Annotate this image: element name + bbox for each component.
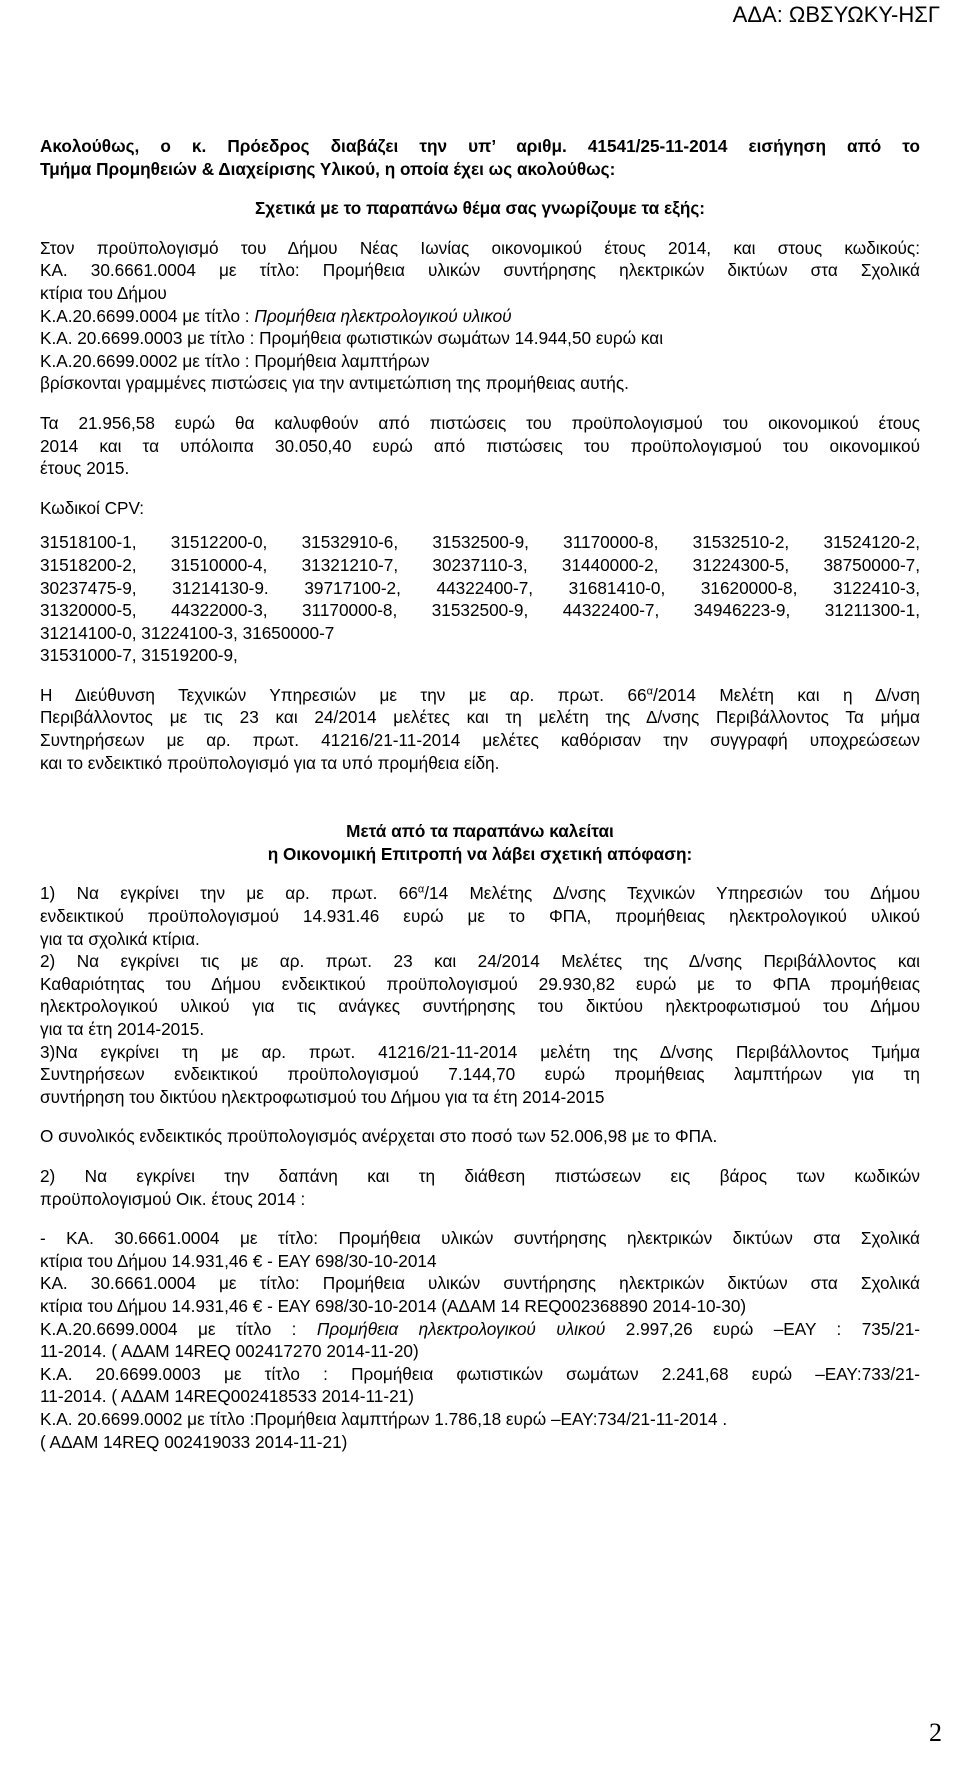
- budget-line: ΚΑ. 30.6661.0004 με τίτλο: Προμήθεια υλικών συντήρησης ηλεκτρικών δικτύων στα Σχολικά: [40, 260, 920, 281]
- cpv-line: 30237475-9, 31214130-9. 39717100-2, 44322400-7, 31681410-0, 31620000-8, 3122410-3,: [40, 577, 920, 598]
- page-number: 2: [929, 1718, 942, 1747]
- item-line: 1) Να εγκρίνει την με αρ. πρωτ. $66^\alpha/14$ Μελέτης Δ/νσης Τεχνικών Υπηρεσιών του Δήμου: [40, 883, 920, 904]
- total-budget: Ο συνολικός ενδεικτικός προϋπολογισμός ανέρχεται στο ποσό των 52.006,98 με το ΦΠΑ.: [40, 1126, 718, 1147]
- intro-paragraph: [40, 135, 920, 180]
- codes-list: [40, 1227, 920, 1453]
- amounts-line: 2014 και τα υπόλοιπα 30.050,40 ευρώ από πιστώσεις του προϋπολογισμού του οικονομικού: [40, 435, 920, 456]
- amounts-paragraph: [40, 412, 920, 480]
- cpv-line: 31518200-2, 31510000-4, 31321210-7, 30237110-3, 31440000-2, 31224300-5, 38750000-7,: [40, 554, 920, 575]
- item-line: Καθαριότητας του Δήμου ενδεικτικού προϋπολογισμού 29.930,82 ευρώ με το ΦΠΑ προμήθειας: [40, 973, 920, 994]
- item-2: [40, 950, 920, 1040]
- directorate-paragraph: [40, 684, 920, 774]
- budget-line: [40, 305, 920, 328]
- code-line: - ΚΑ. 30.6661.0004 με τίτλο: Προμήθεια υλικών συντήρησης ηλεκτρικών δικτύων στα Σχολικά: [40, 1228, 920, 1249]
- cpv-line: 31518100-1, 31512200-0, 31532910-6, 31532500-9, 31170000-8, 31532510-2, 31524120-2,: [40, 532, 920, 553]
- cpv-line: 31320000-5, 44322000-3, 31170000-8, 31532500-9, 44322400-7, 34946223-9, 31211300-1,: [40, 600, 920, 621]
- cpv-list: [40, 531, 920, 667]
- code-line: 11-2014. ( ΑΔΑΜ 14REQ 002417270 2014-11-20): [40, 1341, 419, 1362]
- code-line: 11-2014. ( ΑΔΑΜ 14REQ002418533 2014-11-21): [40, 1386, 414, 1407]
- item-3: [40, 1041, 920, 1109]
- budget-line: κτίρια του Δήμου: [40, 282, 167, 303]
- cpv-line: 31214100-0, 31224100-3, 31650000-7: [40, 622, 335, 643]
- item-1: [40, 882, 920, 950]
- intro-line: Ακολούθως, ο κ. Πρόεδρος διαβάζει την υπ’ αριθμ. 41541/25-11-2014 εισήγηση από το: [40, 136, 920, 156]
- item-line: για τα έτη 2014-2015.: [40, 1019, 205, 1039]
- code-line: ΚΑ. 30.6661.0004 με τίτλο: Προμήθεια υλικών συντήρησης ηλεκτρικών δικτύων στα Σχολικά: [40, 1273, 920, 1294]
- item-line: για τα σχολικά κτίρια.: [40, 928, 200, 949]
- code-title: Προμήθεια ηλεκτρολογικού υλικού: [254, 305, 512, 326]
- budget-line: βρίσκονται γραμμένες πιστώσεις για την αντιμετώπιση της προμήθειας αυτής.: [40, 373, 629, 394]
- call-heading: Μετά από τα παραπάνω καλείται η Οικονομική Επιτροπή να λάβει σχετική απόφαση:: [267, 821, 693, 864]
- code-line: κτίρια του Δήμου 14.931,46 € - ΕΑΥ 698/30-10-2014: [40, 1250, 437, 1271]
- code-line: Κ.Α. 20.6699.0003 με τίτλο : Προμήθεια φωτιστικών σωμάτων 2.241,68 ευρώ –ΕΑΥ:733/21-: [40, 1363, 920, 1384]
- commit-line: 2) Να εγκρίνει την δαπάνη και τη διάθεση πιστώσεων εις βάρος των κωδικών: [40, 1165, 920, 1186]
- item-line: ενδεικτικού προϋπολογισμού 14.931.46 ευρώ με το ΦΠΑ, προμήθειας ηλεκτρολογικού υλικού: [40, 906, 920, 927]
- cpv-label: Κωδικοί CPV:: [40, 497, 145, 518]
- item-line: 2) Να εγκρίνει τις με αρ. πρωτ. 23 και 24/2014 Μελέτες της Δ/νσης Περιβάλλοντος και: [40, 951, 920, 972]
- code-prefix: Κ.Α.20.6699.0004 με τίτλο :: [40, 305, 255, 326]
- directorate-line: Η Διεύθυνση Τεχνικών Υπηρεσιών με την με αρ. πρωτ. $66^\alpha/2014$ Μελέτη και η Δ/νση: [40, 684, 920, 705]
- item-line: ηλεκτρολογικού υλικού για τις ανάγκες συντήρησης του δικτύου ηλεκτροφωτισμού του Δήμου: [40, 996, 920, 1017]
- code-line: ( ΑΔΑΜ 14REQ 002419033 2014-11-21): [40, 1431, 348, 1452]
- ada-code: ΑΔΑ: ΩΒΣΥΩΚΥ-ΗΣΓ: [732, 2, 940, 27]
- item-line: Συντηρήσεων ενδεικτικού προϋπολογισμού 7.144,70 ευρώ προμήθειας λαμπτήρων για τη: [40, 1064, 920, 1085]
- intro-line: Τμήμα Προμηθειών & Διαχείρισης Υλικού, η οποία έχει ως ακολούθως:: [40, 158, 616, 179]
- budget-paragraph: [40, 237, 920, 395]
- directorate-line: Συντηρήσεων με αρ. πρωτ. 41216/21-11-2014 μελέτες καθόρισαν την συγγραφή υποχρεώσεων: [40, 730, 920, 751]
- code-line: Κ.Α. 20.6699.0002 με τίτλο :Προμήθεια λαμπτήρων 1.786,18 ευρώ –ΕΑΥ:734/21-11-2014 .: [40, 1408, 728, 1429]
- commitment-paragraph: [40, 1165, 920, 1210]
- subheading: Σχετικά με το παραπάνω θέμα σας γνωρίζουμε τα εξής:: [254, 198, 705, 219]
- budget-line: Στον προϋπολογισμό του Δήμου Νέας Ιωνίας οικονομικού έτους 2014, και στους κωδικούς:: [40, 237, 920, 258]
- budget-line: Κ.Α.20.6699.0002 με τίτλο : Προμήθεια λαμπτήρων: [40, 350, 430, 371]
- code-line: κτίρια του Δήμου 14.931,46 € - ΕΑΥ 698/30-10-2014 (ΑΔΑΜ 14 REQ002368890 2014-10-30): [40, 1295, 747, 1316]
- commit-line: προϋπολογισμού Οικ. έτους 2014 :: [40, 1188, 306, 1209]
- directorate-line: Περιβάλλοντος με τις 23 και 24/2014 μελέτες και τη μελέτη της Δ/νσης Περιβάλλοντος Τα μήμα: [40, 707, 920, 728]
- directorate-line: και το ενδεικτικό προϋπολογισμό για τα υπό προμήθεια είδη.: [40, 752, 500, 773]
- document-body: [40, 135, 920, 1453]
- budget-line: Κ.Α. 20.6699.0003 με τίτλο : Προμήθεια φωτιστικών σωμάτων 14.944,50 ευρώ και: [40, 328, 664, 349]
- amounts-line: έτους 2015.: [40, 458, 130, 479]
- code-line: Κ.Α.20.6699.0004 με τίτλο : Προμήθεια ηλεκτρολογικού υλικού 2.997,26 ευρώ –ΕΑΥ : 735/21-: [40, 1318, 920, 1339]
- item-line: συντήρηση του δικτύου ηλεκτροφωτισμού του Δήμου για τα έτη 2014-2015: [40, 1086, 605, 1107]
- item-line: 3)Να εγκρίνει τη με αρ. πρωτ. 41216/21-11-2014 μελέτη της Δ/νσης Περιβάλλοντος Τμήμα: [40, 1041, 920, 1062]
- amounts-line: Τα 21.956,58 ευρώ θα καλυφθούν από πιστώσεις του προϋπολογισμού του οικονομικού έτους: [40, 412, 920, 433]
- cpv-line: 31531000-7, 31519200-9,: [40, 645, 238, 666]
